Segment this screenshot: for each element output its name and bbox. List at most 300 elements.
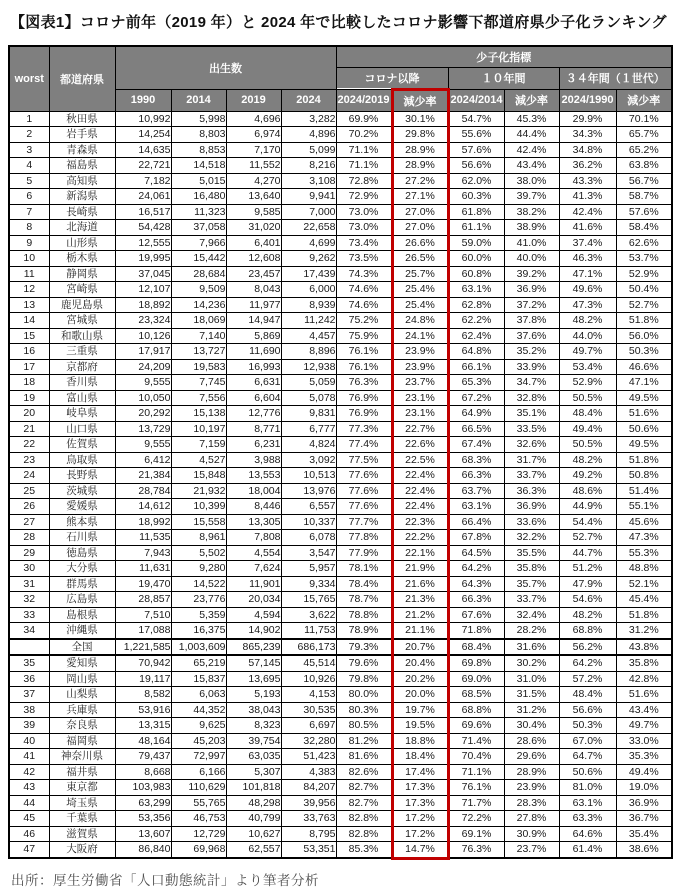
value-cell: 47.3% [616, 530, 672, 546]
value-cell: 47.9% [559, 576, 616, 592]
value-cell: 11,977 [226, 297, 281, 313]
prefecture-cell: 三重県 [49, 344, 115, 360]
value-cell: 6,401 [226, 235, 281, 251]
value-cell: 65.3% [448, 375, 504, 391]
value-cell: 47.3% [559, 297, 616, 313]
value-cell: 34.7% [504, 375, 559, 391]
table-row [9, 607, 672, 623]
value-cell: 65,219 [171, 655, 226, 671]
value-cell: 4,699 [281, 235, 336, 251]
rank-cell: 7 [9, 204, 49, 220]
table-row [9, 623, 672, 639]
rank-cell: 9 [9, 235, 49, 251]
table-row [9, 313, 672, 329]
value-cell: 38.2% [504, 204, 559, 220]
value-cell: 11,690 [226, 344, 281, 360]
value-cell: 6,604 [226, 390, 281, 406]
value-cell: 53,351 [281, 842, 336, 859]
rank-cell: 26 [9, 499, 49, 515]
value-cell: 23,457 [226, 266, 281, 282]
rank-cell: 15 [9, 328, 49, 344]
table-row [9, 344, 672, 360]
value-cell: 77.6% [336, 483, 392, 499]
rank-cell: 38 [9, 702, 49, 718]
value-cell: 62.0% [448, 173, 504, 189]
table-row [9, 158, 672, 174]
value-cell: 76.1% [448, 780, 504, 796]
col-header-ratio-2024-2014: 2024/2014 [448, 89, 504, 111]
value-cell: 12,776 [226, 406, 281, 422]
prefecture-cell: 北海道 [49, 220, 115, 236]
value-cell: 15,138 [171, 406, 226, 422]
table-row [9, 142, 672, 158]
prefecture-cell: 秋田県 [49, 111, 115, 127]
value-cell: 17.3% [392, 780, 448, 796]
value-cell: 27.0% [392, 204, 448, 220]
value-cell: 30.9% [504, 826, 559, 842]
value-cell: 3,547 [281, 545, 336, 561]
value-cell: 13,607 [115, 826, 171, 842]
value-cell: 17.2% [392, 811, 448, 827]
table-row [9, 235, 672, 251]
national-total-row [9, 639, 672, 656]
value-cell: 12,608 [226, 251, 281, 267]
value-cell: 64.2% [559, 655, 616, 671]
value-cell: 9,831 [281, 406, 336, 422]
value-cell: 8,771 [226, 421, 281, 437]
value-cell: 35.8% [616, 655, 672, 671]
value-cell: 28,684 [171, 266, 226, 282]
value-cell: 64.3% [448, 576, 504, 592]
value-cell: 13,640 [226, 189, 281, 205]
value-cell: 14,522 [171, 576, 226, 592]
prefecture-cell: 沖縄県 [49, 623, 115, 639]
value-cell: 5,193 [226, 687, 281, 703]
value-cell: 53,916 [115, 702, 171, 718]
value-cell: 52.1% [616, 576, 672, 592]
value-cell: 52.7% [559, 530, 616, 546]
value-cell: 22.2% [392, 530, 448, 546]
value-cell: 82.6% [336, 764, 392, 780]
value-cell: 37.6% [504, 328, 559, 344]
value-cell: 14,947 [226, 313, 281, 329]
value-cell: 33.5% [504, 421, 559, 437]
value-cell: 20.0% [392, 687, 448, 703]
value-cell: 64.2% [448, 561, 504, 577]
prefecture-cell: 宮城県 [49, 313, 115, 329]
value-cell: 23.7% [504, 842, 559, 859]
table-row [9, 718, 672, 734]
prefecture-cell: 岐阜県 [49, 406, 115, 422]
value-cell: 77.8% [336, 530, 392, 546]
value-cell: 49.4% [559, 421, 616, 437]
table-row [9, 795, 672, 811]
value-cell: 64.8% [448, 344, 504, 360]
value-cell: 8,668 [115, 764, 171, 780]
value-cell: 63.1% [559, 795, 616, 811]
value-cell: 9,334 [281, 576, 336, 592]
rank-cell: 17 [9, 359, 49, 375]
value-cell: 38.9% [504, 220, 559, 236]
value-cell: 32,280 [281, 733, 336, 749]
table-row [9, 671, 672, 687]
table-row [9, 842, 672, 859]
prefecture-cell: 石川県 [49, 530, 115, 546]
value-cell: 37,045 [115, 266, 171, 282]
col-header-covid-group: コロナ以降 [336, 67, 448, 89]
value-cell: 31.7% [504, 452, 559, 468]
value-cell: 63.3% [559, 811, 616, 827]
value-cell: 32.2% [504, 530, 559, 546]
rank-cell: 28 [9, 530, 49, 546]
value-cell: 15,837 [171, 671, 226, 687]
value-cell: 54,428 [115, 220, 171, 236]
value-cell: 20,292 [115, 406, 171, 422]
value-cell: 33.0% [616, 733, 672, 749]
value-cell: 14,236 [171, 297, 226, 313]
value-cell: 18,069 [171, 313, 226, 329]
value-cell: 6,974 [226, 127, 281, 143]
value-cell: 5,359 [171, 607, 226, 623]
value-cell: 53.7% [616, 251, 672, 267]
value-cell: 40,799 [226, 811, 281, 827]
prefecture-cell: 香川県 [49, 375, 115, 391]
value-cell: 11,535 [115, 530, 171, 546]
table-row [9, 499, 672, 515]
value-cell: 11,901 [226, 576, 281, 592]
value-cell: 56.2% [559, 639, 616, 656]
value-cell: 64.5% [448, 545, 504, 561]
value-cell: 66.3% [448, 468, 504, 484]
value-cell: 77.5% [336, 452, 392, 468]
value-cell: 37.4% [559, 235, 616, 251]
value-cell: 68.8% [559, 623, 616, 639]
value-cell: 23.7% [392, 375, 448, 391]
value-cell: 51.8% [616, 313, 672, 329]
value-cell: 76.1% [336, 344, 392, 360]
value-cell: 64.9% [448, 406, 504, 422]
prefecture-cell: 広島県 [49, 592, 115, 608]
value-cell: 32.4% [504, 607, 559, 623]
value-cell: 19.7% [392, 702, 448, 718]
value-cell: 14,902 [226, 623, 281, 639]
value-cell: 33,763 [281, 811, 336, 827]
value-cell: 41.6% [559, 220, 616, 236]
value-cell: 43.8% [616, 639, 672, 656]
value-cell: 4,696 [226, 111, 281, 127]
value-cell: 9,262 [281, 251, 336, 267]
value-cell: 17.4% [392, 764, 448, 780]
value-cell: 45.4% [616, 592, 672, 608]
value-cell: 64.7% [559, 749, 616, 765]
value-cell: 78.1% [336, 561, 392, 577]
value-cell: 19.0% [616, 780, 672, 796]
value-cell: 18.8% [392, 733, 448, 749]
table-row [9, 576, 672, 592]
table-row [9, 375, 672, 391]
value-cell: 7,943 [115, 545, 171, 561]
value-cell: 33.9% [504, 359, 559, 375]
value-cell: 24.1% [392, 328, 448, 344]
value-cell: 66.1% [448, 359, 504, 375]
value-cell: 18.4% [392, 749, 448, 765]
value-cell: 47.1% [559, 266, 616, 282]
value-cell: 49.5% [616, 437, 672, 453]
value-cell: 4,594 [226, 607, 281, 623]
rank-cell: 1 [9, 111, 49, 127]
value-cell: 8,795 [281, 826, 336, 842]
prefecture-cell: 長崎県 [49, 204, 115, 220]
value-cell: 71.7% [448, 795, 504, 811]
value-cell: 16,517 [115, 204, 171, 220]
value-cell: 32.8% [504, 390, 559, 406]
prefecture-cell: 鳥取県 [49, 452, 115, 468]
value-cell: 45.6% [616, 514, 672, 530]
value-cell: 69.8% [448, 655, 504, 671]
table-row [9, 452, 672, 468]
col-header-ratio-2024-1990: 2024/1990 [559, 89, 616, 111]
col-header-rank: worst [9, 46, 49, 112]
value-cell: 8,216 [281, 158, 336, 174]
value-cell: 44.9% [559, 499, 616, 515]
rank-cell: 11 [9, 266, 49, 282]
value-cell: 13,727 [171, 344, 226, 360]
table-row [9, 127, 672, 143]
value-cell: 80.5% [336, 718, 392, 734]
value-cell: 72.8% [336, 173, 392, 189]
rank-cell: 3 [9, 142, 49, 158]
prefecture-cell: 奈良県 [49, 718, 115, 734]
value-cell: 35.1% [504, 406, 559, 422]
value-cell: 71.1% [336, 142, 392, 158]
value-cell: 9,625 [171, 718, 226, 734]
value-cell: 28.9% [392, 158, 448, 174]
prefecture-cell: 兵庫県 [49, 702, 115, 718]
rank-cell: 21 [9, 421, 49, 437]
value-cell: 44.0% [559, 328, 616, 344]
value-cell: 82.8% [336, 826, 392, 842]
value-cell: 61.8% [448, 204, 504, 220]
value-cell: 686,173 [281, 639, 336, 656]
value-cell: 16,375 [171, 623, 226, 639]
value-cell: 46.6% [616, 359, 672, 375]
prefecture-cell: 岩手県 [49, 127, 115, 143]
table-row [9, 390, 672, 406]
col-header-indicators-group: 少子化指標 [336, 46, 672, 68]
value-cell: 26.5% [392, 251, 448, 267]
value-cell: 49.5% [616, 390, 672, 406]
value-cell: 110,629 [171, 780, 226, 796]
prefecture-cell: 青森県 [49, 142, 115, 158]
value-cell: 9,509 [171, 282, 226, 298]
value-cell: 6,631 [226, 375, 281, 391]
rank-cell: 29 [9, 545, 49, 561]
value-cell: 34.8% [559, 142, 616, 158]
value-cell: 22.3% [392, 514, 448, 530]
value-cell: 79.3% [336, 639, 392, 656]
value-cell: 54.6% [559, 592, 616, 608]
value-cell: 10,399 [171, 499, 226, 515]
value-cell: 80.0% [336, 687, 392, 703]
value-cell: 5,015 [171, 173, 226, 189]
value-cell: 7,182 [115, 173, 171, 189]
value-cell: 1,003,609 [171, 639, 226, 656]
col-header-decade-decline-rate: 減少率 [504, 89, 559, 111]
value-cell: 9,555 [115, 437, 171, 453]
value-cell: 8,323 [226, 718, 281, 734]
rank-cell: 14 [9, 313, 49, 329]
value-cell: 23.1% [392, 406, 448, 422]
value-cell: 28.9% [504, 764, 559, 780]
value-cell: 74.6% [336, 282, 392, 298]
value-cell: 71.1% [448, 764, 504, 780]
value-cell: 14,518 [171, 158, 226, 174]
value-cell: 18,992 [115, 514, 171, 530]
value-cell: 67.2% [448, 390, 504, 406]
rank-cell: 25 [9, 483, 49, 499]
value-cell: 14.7% [392, 842, 448, 859]
value-cell: 76.3% [336, 375, 392, 391]
value-cell: 50.6% [559, 764, 616, 780]
value-cell: 6,557 [281, 499, 336, 515]
value-cell: 21.6% [392, 576, 448, 592]
value-cell: 10,926 [281, 671, 336, 687]
prefecture-cell: 大阪府 [49, 842, 115, 859]
value-cell: 38.0% [504, 173, 559, 189]
rank-cell: 19 [9, 390, 49, 406]
value-cell: 71.1% [336, 158, 392, 174]
value-cell: 77.9% [336, 545, 392, 561]
value-cell: 65.7% [616, 127, 672, 143]
value-cell: 33.6% [504, 514, 559, 530]
prefecture-cell: 全国 [49, 639, 115, 656]
value-cell: 63.1% [448, 282, 504, 298]
value-cell: 10,197 [171, 421, 226, 437]
prefecture-cell: 高知県 [49, 173, 115, 189]
prefecture-cell: 新潟県 [49, 189, 115, 205]
value-cell: 56.7% [616, 173, 672, 189]
value-cell: 62,557 [226, 842, 281, 859]
value-cell: 19,995 [115, 251, 171, 267]
table-row [9, 220, 672, 236]
rank-cell: 33 [9, 607, 49, 623]
value-cell: 35.3% [616, 749, 672, 765]
prefecture-cell: 山口県 [49, 421, 115, 437]
value-cell: 17,088 [115, 623, 171, 639]
value-cell: 73.0% [336, 204, 392, 220]
value-cell: 62.6% [616, 235, 672, 251]
value-cell: 8,043 [226, 282, 281, 298]
value-cell: 48,164 [115, 733, 171, 749]
rank-cell: 39 [9, 718, 49, 734]
value-cell: 10,337 [281, 514, 336, 530]
prefecture-cell: 宮崎県 [49, 282, 115, 298]
value-cell: 85.3% [336, 842, 392, 859]
value-cell: 28,784 [115, 483, 171, 499]
source-note: 出所：厚生労働省「人口動態統計」より筆者分析 [11, 872, 319, 888]
value-cell: 80.3% [336, 702, 392, 718]
value-cell: 67.0% [559, 733, 616, 749]
rank-cell: 32 [9, 592, 49, 608]
value-cell: 13,729 [115, 421, 171, 437]
value-cell: 42.4% [559, 204, 616, 220]
value-cell: 68.4% [448, 639, 504, 656]
value-cell: 18,004 [226, 483, 281, 499]
value-cell: 73.4% [336, 235, 392, 251]
value-cell: 25.4% [392, 282, 448, 298]
value-cell: 60.3% [448, 189, 504, 205]
prefecture-cell: 埼玉県 [49, 795, 115, 811]
value-cell: 10,126 [115, 328, 171, 344]
value-cell: 8,582 [115, 687, 171, 703]
rank-cell: 5 [9, 173, 49, 189]
prefecture-cell: 和歌山県 [49, 328, 115, 344]
value-cell: 28.9% [392, 142, 448, 158]
table-row [9, 359, 672, 375]
rank-cell: 41 [9, 749, 49, 765]
value-cell: 66.4% [448, 514, 504, 530]
value-cell: 48.4% [559, 406, 616, 422]
rank-cell: 22 [9, 437, 49, 453]
value-cell: 29.6% [504, 749, 559, 765]
col-header-covid-decline-rate: 減少率 [392, 89, 448, 111]
value-cell: 8,961 [171, 530, 226, 546]
value-cell: 4,383 [281, 764, 336, 780]
table-row [9, 282, 672, 298]
value-cell: 23.1% [392, 390, 448, 406]
value-cell: 5,869 [226, 328, 281, 344]
value-cell: 15,442 [171, 251, 226, 267]
value-cell: 19,470 [115, 576, 171, 592]
value-cell: 51.8% [616, 607, 672, 623]
col-header-births-group: 出生数 [115, 46, 336, 90]
value-cell: 18,892 [115, 297, 171, 313]
value-cell: 22.6% [392, 437, 448, 453]
value-cell: 23.9% [504, 780, 559, 796]
value-cell: 6,166 [171, 764, 226, 780]
value-cell: 5,502 [171, 545, 226, 561]
value-cell: 57.6% [448, 142, 504, 158]
rank-cell: 31 [9, 576, 49, 592]
value-cell: 43.4% [504, 158, 559, 174]
col-header-ratio-2024-2019: 2024/2019 [336, 89, 392, 111]
value-cell: 69.9% [336, 111, 392, 127]
value-cell: 67.6% [448, 607, 504, 623]
value-cell: 23.9% [392, 344, 448, 360]
value-cell: 37.8% [504, 313, 559, 329]
value-cell: 7,624 [226, 561, 281, 577]
value-cell: 7,745 [171, 375, 226, 391]
value-cell: 79.6% [336, 655, 392, 671]
table-row [9, 733, 672, 749]
value-cell: 8,803 [171, 127, 226, 143]
value-cell: 30.1% [392, 111, 448, 127]
prefecture-cell: 神奈川県 [49, 749, 115, 765]
value-cell: 35.8% [504, 561, 559, 577]
value-cell: 33.7% [504, 592, 559, 608]
value-cell: 7,159 [171, 437, 226, 453]
value-cell: 11,753 [281, 623, 336, 639]
value-cell: 69.0% [448, 671, 504, 687]
table-row [9, 811, 672, 827]
value-cell: 21.9% [392, 561, 448, 577]
value-cell: 48.6% [559, 483, 616, 499]
value-cell: 28.6% [504, 733, 559, 749]
value-cell: 69,968 [171, 842, 226, 859]
value-cell: 10,992 [115, 111, 171, 127]
value-cell: 101,818 [226, 780, 281, 796]
prefecture-cell: 茨城県 [49, 483, 115, 499]
